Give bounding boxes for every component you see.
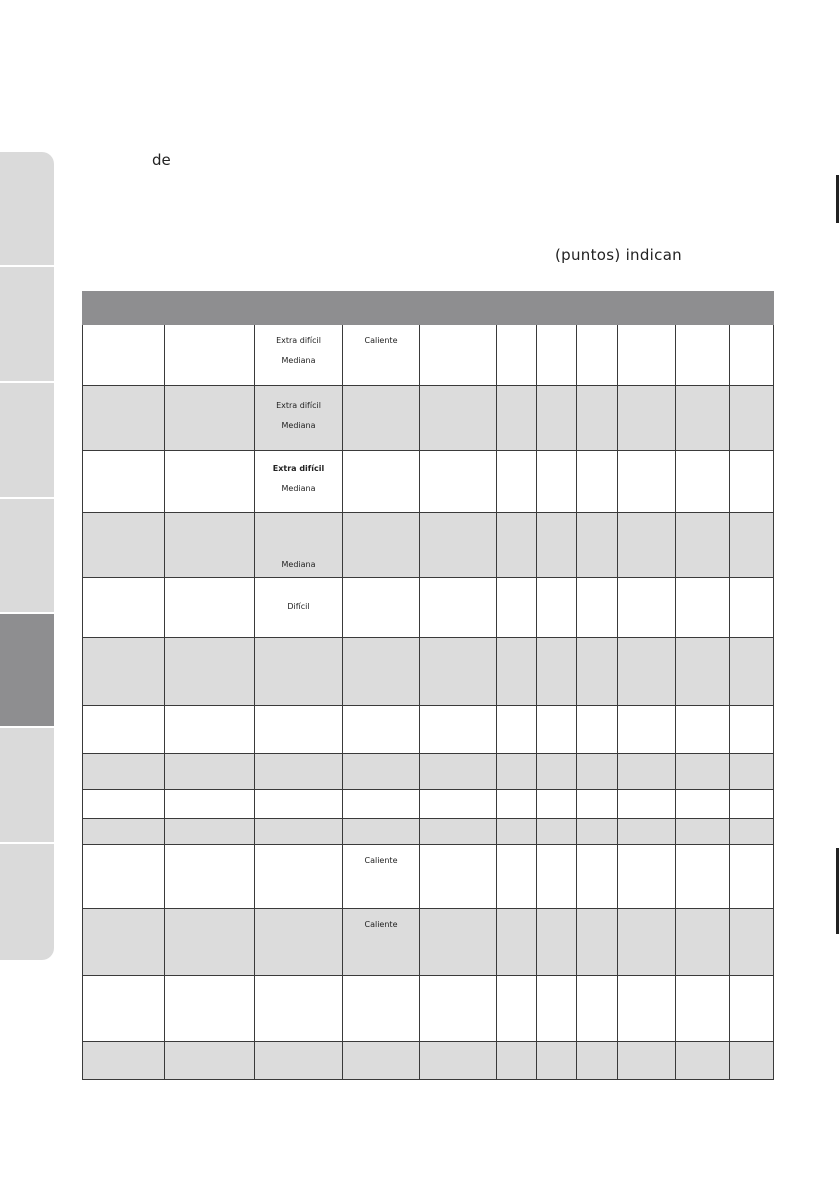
table-cell [165,325,255,386]
cell-text: Mediana [281,421,316,430]
table-cell [497,451,537,513]
table-cell [676,754,730,790]
table-cell [497,578,537,638]
table-cell [255,325,343,386]
table-cell [537,578,577,638]
table-cell [343,451,420,513]
side-tab-1[interactable] [0,152,54,267]
table-cell [618,386,676,451]
table-cell [730,976,774,1042]
table-cell [420,513,497,578]
table-cell [420,638,497,706]
table-cell [676,386,730,451]
cell-text: Difícil [287,602,310,611]
table-cell [83,976,165,1042]
table-cell [83,513,165,578]
table-cell [165,513,255,578]
table-cell [537,325,577,386]
table-cell [255,638,343,706]
table-cell [618,451,676,513]
table-cell [618,819,676,845]
table-cell [618,754,676,790]
cell-text: Caliente [364,920,398,929]
table-cell [165,638,255,706]
table-cell [537,451,577,513]
table-cell [165,790,255,819]
table-cell [343,790,420,819]
table-row [83,909,774,976]
cell-text: Mediana [281,484,316,493]
table-cell [618,976,676,1042]
table-cell [730,325,774,386]
table-cell [83,909,165,976]
cell-text: Mediana [281,560,316,569]
table-cell [83,819,165,845]
table-cell [577,976,618,1042]
cell-text: Extra difícil [272,464,325,473]
table-cell [165,1042,255,1080]
table-cell [618,325,676,386]
table-cell [83,451,165,513]
table-cell [537,845,577,909]
cell-text: Mediana [281,356,316,365]
table-cell [165,845,255,909]
table-cell [730,1042,774,1080]
table-cell [420,909,497,976]
cell-text: Caliente [364,856,398,865]
table-cell [730,754,774,790]
table-cell [577,638,618,706]
table-cell [497,754,537,790]
table-cell [165,754,255,790]
table-cell [83,845,165,909]
table-header [83,292,774,325]
side-tab-3[interactable] [0,383,54,499]
table-cell [577,325,618,386]
side-tab-4[interactable] [0,499,54,614]
table-cell [83,1042,165,1080]
settings-table [82,291,774,1080]
table-cell [420,790,497,819]
table-cell [497,513,537,578]
table-cell [537,386,577,451]
table-cell [343,578,420,638]
table-cell [83,638,165,706]
table-cell [537,790,577,819]
table-cell [618,638,676,706]
table-cell [343,845,420,909]
table-cell [618,706,676,754]
side-tab-5[interactable] [0,614,54,728]
table-cell [730,386,774,451]
table-cell [343,638,420,706]
table-cell [577,790,618,819]
table-cell [420,706,497,754]
table-cell [497,325,537,386]
table-cell [577,754,618,790]
table-row [83,1042,774,1080]
table-cell [497,706,537,754]
table-cell [255,819,343,845]
table-cell [577,845,618,909]
side-tab-2[interactable] [0,267,54,383]
table-cell [343,819,420,845]
table-cell [577,909,618,976]
table-cell [537,754,577,790]
table-cell [343,909,420,976]
table-cell [343,513,420,578]
table-cell [537,706,577,754]
table-cell [343,386,420,451]
cell-text: Extra difícil [276,401,321,410]
table-cell [676,325,730,386]
table-cell [497,386,537,451]
table-cell [577,706,618,754]
table-cell [676,909,730,976]
table-row [83,706,774,754]
table-cell [537,1042,577,1080]
table-cell [537,638,577,706]
table-cell [497,909,537,976]
table-cell [618,909,676,976]
table-cell [676,578,730,638]
table-cell [537,513,577,578]
table-cell [255,754,343,790]
table-cell [83,706,165,754]
table-cell [255,451,343,513]
table-cell [165,976,255,1042]
side-tabs [0,152,54,960]
table-cell [730,451,774,513]
table-cell [618,513,676,578]
table-row [83,754,774,790]
table-cell [343,754,420,790]
table-cell [420,845,497,909]
table-cell [618,845,676,909]
table-cell [255,578,343,638]
table-row [83,578,774,638]
table-cell [730,578,774,638]
table-cell [420,386,497,451]
table-cell [676,513,730,578]
table-cell [165,451,255,513]
table-cell [165,578,255,638]
table-cell [343,325,420,386]
table-cell [255,1042,343,1080]
table-row [83,819,774,845]
table-cell [618,578,676,638]
table-cell [730,790,774,819]
table-row [83,513,774,578]
table-cell [537,909,577,976]
table-row [83,638,774,706]
table-cell [420,754,497,790]
table-cell [497,976,537,1042]
table-cell [255,386,343,451]
table-cell [83,325,165,386]
cell-text: Caliente [364,336,398,345]
table-cell [577,386,618,451]
table-cell [343,1042,420,1080]
table-cell [420,1042,497,1080]
table-cell [577,513,618,578]
table-row [83,451,774,513]
table-cell [497,638,537,706]
table-cell [537,819,577,845]
table-cell [537,976,577,1042]
table-cell [577,578,618,638]
table-cell [730,819,774,845]
table-cell [420,976,497,1042]
table-cell [420,578,497,638]
table-cell [420,451,497,513]
table-cell [255,909,343,976]
table-cell [83,790,165,819]
side-tab-7[interactable] [0,844,54,960]
table-cell [165,909,255,976]
table-cell [577,451,618,513]
table-header-row [83,292,774,325]
table-row [83,845,774,909]
table-row [83,976,774,1042]
body-text-de: de [152,151,171,169]
table-cell [255,790,343,819]
table-cell [343,976,420,1042]
table-cell [676,1042,730,1080]
table-cell [676,790,730,819]
table-cell [730,638,774,706]
table-cell [255,706,343,754]
cell-text: Extra difícil [276,336,321,345]
body-text-puntos: (puntos) indican [555,246,682,264]
table-cell [420,325,497,386]
table-cell [730,909,774,976]
table-cell [497,1042,537,1080]
table-cell [165,706,255,754]
table-cell [577,1042,618,1080]
table-cell [577,819,618,845]
table-row [83,386,774,451]
table-cell [420,819,497,845]
table-cell [676,451,730,513]
table-cell [676,845,730,909]
side-tab-6[interactable] [0,728,54,844]
table-cell [343,706,420,754]
table-cell [730,845,774,909]
table-cell [497,819,537,845]
table-row [83,790,774,819]
table-cell [730,513,774,578]
table-cell [165,819,255,845]
table-cell [83,578,165,638]
table-cell [676,819,730,845]
table-cell [255,976,343,1042]
table-cell [165,386,255,451]
table-cell [676,976,730,1042]
table-cell [255,845,343,909]
table-cell [83,386,165,451]
table-cell [676,638,730,706]
table-cell [497,845,537,909]
table-cell [730,706,774,754]
table-cell [676,706,730,754]
table-row [83,325,774,386]
table-cell [618,790,676,819]
table-cell [83,754,165,790]
table-cell [497,790,537,819]
table-cell [255,513,343,578]
table-cell [618,1042,676,1080]
